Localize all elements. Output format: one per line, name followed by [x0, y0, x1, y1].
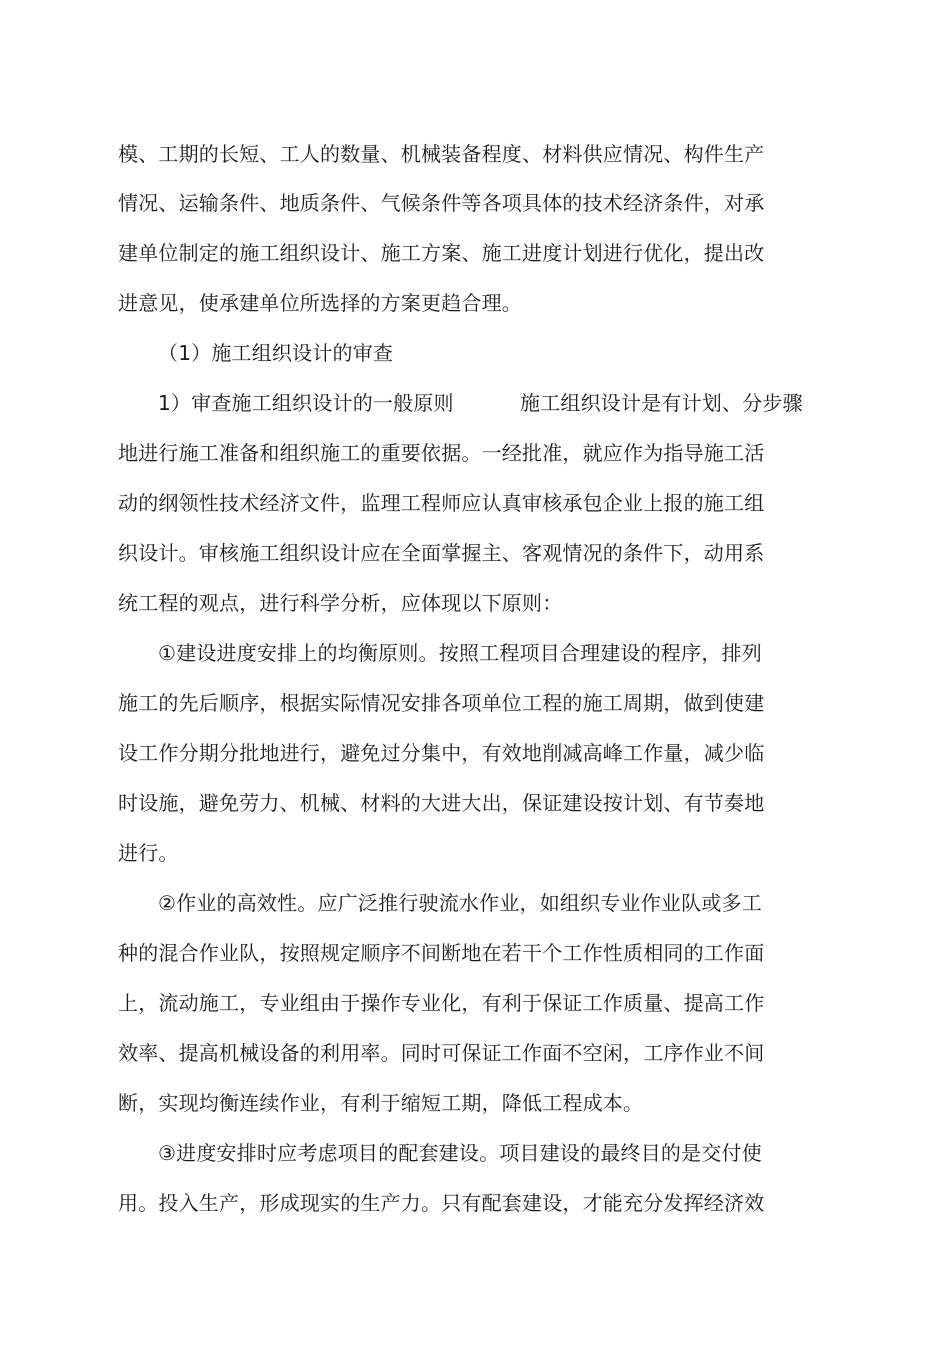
text-line: 进意见，使承建单位所选择的方案更趋合理。	[118, 291, 522, 315]
paragraph-start: ③进度安排时应考虑项目的配套建设。项目建设的最终目的是交付使	[158, 1141, 762, 1165]
text-line: 设工作分期分批地进行，避免过分集中，有效地削减高峰工作量，减少临	[118, 741, 765, 765]
text-line: 时设施，避免劳力、机械、材料的大进大出，保证建设按计划、有节奏地	[118, 791, 765, 815]
text-line: 效率、提高机械设备的利用率。同时可保证工作面不空闲，工序作业不间	[118, 1041, 765, 1065]
text-line: 情况、运输条件、地质条件、气候条件等各项具体的技术经济条件，对承	[118, 191, 765, 215]
text-line: 统工程的观点，进行科学分析，应体现以下原则：	[118, 591, 563, 615]
text-line: 施工的先后顺序，根据实际情况安排各项单位工程的施工周期，做到使建	[118, 691, 765, 715]
text-line: 模、工期的长短、工人的数量、机械装备程度、材料供应情况、构件生产	[118, 142, 765, 166]
text-line: 动的纲领性技术经济文件，监理工程师应认真审核承包企业上报的施工组	[118, 491, 765, 515]
text-line: 施工组织设计是有计划、分步骤	[520, 391, 803, 415]
paragraph-start: ②作业的高效性。应广泛推行驶流水作业，如组织专业作业队或多工	[158, 891, 762, 915]
text-line: 进行。	[118, 841, 179, 865]
text-line: 上，流动施工，专业组由于操作专业化，有利于保证工作质量、提高工作	[118, 991, 765, 1015]
paragraph-start: ①建设进度安排上的均衡原则。按照工程项目合理建设的程序，排列	[158, 641, 762, 665]
subsection-heading: 1）审查施工组织设计的一般原则	[158, 391, 454, 415]
section-heading: （1）施工组织设计的审查	[158, 341, 394, 365]
text-line: 断，实现均衡连续作业，有利于缩短工期，降低工程成本。	[118, 1091, 644, 1115]
text-line: 用。投入生产，形成现实的生产力。只有配套建设，才能充分发挥经济效	[118, 1191, 765, 1215]
text-line: 种的混合作业队，按照规定顺序不间断地在若干个工作性质相同的工作面	[118, 941, 765, 965]
text-line: 建单位制定的施工组织设计、施工方案、施工进度计划进行优化，提出改	[118, 241, 765, 265]
text-line: 织设计。审核施工组织设计应在全面掌握主、客观情况的条件下，动用系	[118, 541, 765, 565]
text-line: 地进行施工准备和组织施工的重要依据。一经批准，就应作为指导施工活	[118, 441, 765, 465]
